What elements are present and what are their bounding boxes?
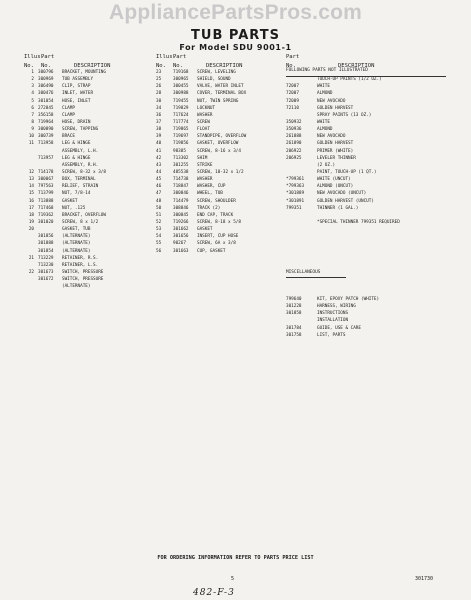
part-description: SCREW, SHOULDER — [197, 198, 236, 204]
parts-list-1 — [24, 70, 146, 291]
illus-number: 7 — [31, 112, 34, 118]
table-row — [286, 77, 458, 84]
part-number: 72007 — [286, 84, 299, 90]
table-row — [156, 149, 282, 156]
table-row — [156, 99, 282, 106]
part-number: 717774 — [173, 119, 189, 125]
part-description: PRIMER (WHITE) — [317, 148, 354, 154]
illus-number: 45 — [156, 177, 162, 183]
part-description: INLET, WATER — [62, 91, 94, 97]
part-number: 301255 — [173, 162, 189, 168]
part-number: 206922 — [286, 148, 302, 154]
part-number: 300845 — [173, 212, 189, 218]
part-number: 300969 — [38, 77, 54, 83]
part-description: GASKET, TUB — [62, 227, 91, 233]
part-description: GOLDEN HARVEST — [317, 105, 354, 111]
illus-number: 21 — [28, 255, 34, 261]
part-number: *799363 — [286, 184, 305, 190]
part-description: NUT, .125 — [62, 205, 86, 211]
table-row — [24, 99, 146, 106]
part-number: 301228 — [286, 304, 302, 310]
part-description: LOCKNUT — [197, 105, 216, 111]
table-row — [156, 241, 282, 248]
part-description: CUP, GASKET — [197, 248, 226, 254]
table-row — [24, 141, 146, 148]
illus-number: 13 — [28, 177, 34, 183]
illus-number: 22 — [28, 269, 34, 275]
part-description: HOSE, DRAIN — [62, 119, 91, 125]
part-description: STANDPIPE, OVERFLOW — [197, 134, 247, 140]
part-number: 717624 — [173, 112, 189, 118]
part-number: 300739 — [38, 134, 54, 140]
part-description: SCREW, 8-32 x 3/8 — [62, 169, 106, 175]
table-row — [286, 177, 458, 184]
part-description: SWITCH, PRESSURE — [62, 269, 104, 275]
part-description: PAINT, TOUCH-UP (1 QT.) — [317, 169, 377, 175]
illus-number: 55 — [156, 241, 162, 247]
part-number: 206925 — [286, 155, 302, 161]
part-number: 300455 — [173, 84, 189, 90]
part-number: 261888 — [286, 134, 302, 140]
part-number: 713799 — [38, 191, 54, 197]
header-description: DESCRIPTION — [206, 63, 243, 69]
column-3-header — [286, 54, 458, 68]
illus-number: 41 — [156, 148, 162, 154]
illus-number: 15 — [28, 191, 34, 197]
table-row — [24, 249, 146, 256]
part-description: RETAINER, L.S. — [62, 262, 99, 268]
table-row — [156, 113, 282, 120]
part-description: SHIELD, SOUND — [197, 77, 231, 83]
table-row — [286, 206, 458, 213]
illus-number: 3 — [31, 84, 34, 90]
table-row — [286, 311, 458, 318]
illus-number: 44 — [156, 169, 162, 175]
table-row — [24, 163, 146, 170]
table-row — [286, 141, 458, 148]
illus-number: 37 — [156, 119, 162, 125]
part-number: 301656 — [173, 234, 189, 240]
part-description: HOSE, INLET — [62, 98, 91, 104]
illus-number: 9 — [31, 127, 34, 133]
table-row — [286, 120, 458, 127]
header-part: Part — [286, 54, 300, 60]
part-description: TUB ASSEMBLY — [62, 77, 94, 83]
part-number: 797563 — [38, 184, 54, 190]
part-description: TRACK (2) — [197, 205, 221, 211]
part-description: LEG & HINGE — [62, 141, 91, 147]
table-row — [24, 241, 146, 248]
table-row — [286, 333, 458, 340]
part-number: 485538 — [173, 169, 189, 175]
part-description: NEW AVOCADO (UNCUT) — [317, 191, 367, 197]
part-description: WASHER — [197, 177, 213, 183]
part-number: 300796 — [38, 70, 54, 75]
table-row — [24, 106, 146, 113]
part-number: 719362 — [38, 212, 54, 218]
illus-number: 8 — [31, 119, 34, 125]
parts-list-3 — [286, 77, 458, 227]
table-row — [286, 318, 458, 325]
part-description: RETAINER, R.S. — [62, 255, 99, 261]
illus-number: 50 — [156, 205, 162, 211]
table-row — [286, 326, 458, 333]
part-description: SWITCH, PRESSURE — [62, 277, 104, 283]
illus-number: 10 — [28, 134, 34, 140]
table-row — [286, 213, 458, 220]
header-illus: Illus. — [156, 54, 176, 60]
part-description: WHEEL, TUB — [197, 191, 223, 197]
header-illus: Illus. — [24, 54, 44, 60]
part-number: 300476 — [38, 91, 54, 97]
part-description: GOLDEN HARVEST (UNCUT) — [317, 198, 374, 204]
part-description: END CAP, TRACK — [197, 212, 234, 218]
parts-list-2 — [156, 70, 282, 256]
illus-number: 52 — [156, 219, 162, 225]
part-number: 718847 — [173, 184, 189, 190]
illus-number: 23 — [156, 70, 162, 75]
part-description: ALMOND (UNCUT) — [317, 184, 354, 190]
handwritten-note: 482-F-3 — [193, 588, 235, 598]
part-description: GASKET — [62, 198, 78, 204]
illus-number: 43 — [156, 162, 162, 168]
part-description: SHIM — [197, 155, 208, 161]
illus-number: 40 — [156, 141, 162, 147]
table-row — [24, 284, 146, 291]
part-description: ASSEMBLY, R.H. — [62, 162, 99, 168]
page-number: 5 — [231, 576, 235, 582]
table-row — [286, 113, 458, 120]
part-description: SCREW, 8-16 x 3/4 — [197, 148, 241, 154]
table-row — [286, 297, 458, 304]
not-illustrated-header: FOLLOWING PARTS NOT ILLUSTRATED — [286, 68, 368, 73]
misc-header: MISCELLANEOUS — [286, 270, 321, 275]
part-description: INSTRUCTIONS — [317, 311, 349, 317]
table-row — [24, 91, 146, 98]
part-number: 306490 — [38, 84, 54, 90]
part-number: 714178 — [38, 169, 54, 175]
part-description: TOUCH-UP PAINTS (1/2 OZ.) — [317, 77, 382, 83]
part-number: 350932 — [286, 119, 302, 125]
part-number: 714738 — [173, 177, 189, 183]
part-number: 717468 — [38, 205, 54, 211]
table-row — [156, 199, 282, 206]
part-description: KIT, EPOXY PATCH (WHITE) — [317, 297, 380, 302]
part-description: WHITE — [317, 119, 330, 125]
illus-number: 2 — [31, 77, 34, 83]
illus-number: 1 — [31, 70, 34, 75]
illus-number: 51 — [156, 212, 162, 218]
part-description: WHITE — [317, 84, 330, 90]
part-description: BRACKET, OVERFLOW — [62, 212, 106, 218]
table-row — [24, 113, 146, 120]
part-number: 301784 — [286, 325, 302, 331]
part-number: 719168 — [173, 70, 189, 75]
table-row — [286, 106, 458, 113]
illus-number: 25 — [156, 77, 162, 83]
column-header — [156, 54, 282, 70]
illus-number: 18 — [28, 212, 34, 218]
part-description: RELIEF, STRAIN — [62, 184, 99, 190]
part-number: 308846 — [173, 205, 189, 211]
table-row — [24, 156, 146, 163]
part-number: 719266 — [173, 219, 189, 225]
page-title: TUB PARTS — [191, 28, 280, 43]
table-row — [24, 256, 146, 263]
illus-number: 39 — [156, 134, 162, 140]
illus-number: 36 — [156, 112, 162, 118]
table-row — [286, 199, 458, 206]
illus-number: 38 — [156, 127, 162, 133]
illus-number: 53 — [156, 227, 162, 233]
part-number: 799640 — [286, 297, 302, 302]
ordering-note: FOR ORDERING INFORMATION REFER TO PARTS PRICE LIST — [157, 555, 314, 561]
illus-number: 56 — [156, 248, 162, 254]
part-description: VALVE, WATER INLET — [197, 84, 244, 90]
illus-number: 17 — [28, 205, 34, 211]
part-description: NEW AVOCADO — [317, 98, 346, 104]
part-number: 301663 — [173, 248, 189, 254]
illus-number: 20 — [28, 227, 34, 233]
table-row — [286, 191, 458, 198]
table-row — [156, 163, 282, 170]
table-row — [286, 127, 458, 134]
part-number: 301020 — [38, 219, 54, 225]
header-description: DESCRIPTION — [74, 63, 111, 69]
part-number: 261890 — [286, 141, 302, 147]
part-number: 72009 — [286, 98, 299, 104]
part-description: SCREW — [197, 119, 210, 125]
table-row — [286, 149, 458, 156]
part-description: NUT, TWIN SPRING — [197, 98, 239, 104]
part-number: 300965 — [173, 77, 189, 83]
part-number: 350936 — [286, 127, 302, 133]
illus-number: 47 — [156, 191, 162, 197]
table-row — [156, 249, 282, 256]
illus-number: 48 — [156, 198, 162, 204]
part-description: FLOAT — [197, 127, 210, 133]
misc-list — [286, 297, 458, 340]
part-number: 719455 — [173, 98, 189, 104]
illus-number: 16 — [28, 198, 34, 204]
part-description: GUIDE, USE & CARE — [317, 325, 361, 331]
illus-number: 30 — [156, 98, 162, 104]
part-number: 301856 — [38, 234, 54, 240]
part-description: LEG & HINGE — [62, 155, 91, 161]
part-number: 719697 — [173, 134, 189, 140]
part-description: SCREW, 8-18 x 5/8 — [197, 219, 241, 225]
part-description: SCREW, LEVELING — [197, 70, 236, 75]
table-row — [156, 141, 282, 148]
part-description: LIST, PARTS — [317, 332, 346, 338]
table-row — [286, 91, 458, 98]
table-row — [156, 191, 282, 198]
part-number: 301858 — [286, 311, 302, 317]
parts-column-1 — [24, 54, 146, 291]
divider — [286, 277, 346, 278]
header-partno: No. — [173, 63, 183, 69]
part-number: *301889 — [286, 191, 305, 197]
part-description: WASHER, CUP — [197, 184, 226, 190]
part-number: *799361 — [286, 177, 305, 183]
table-row — [24, 191, 146, 198]
part-number: 713229 — [38, 255, 54, 261]
part-number: 301758 — [286, 332, 302, 338]
part-description: BRACE — [62, 134, 75, 140]
part-number: 301673 — [38, 269, 54, 275]
illus-number: 19 — [28, 219, 34, 225]
part-number: 713957 — [38, 155, 54, 161]
table-row — [286, 163, 458, 170]
table-row — [286, 84, 458, 91]
part-description: INSTALLATION — [317, 318, 349, 324]
part-number: 713888 — [38, 198, 54, 204]
table-row — [286, 184, 458, 191]
part-number: 301662 — [173, 227, 189, 233]
part-number: 300988 — [173, 91, 189, 97]
illus-number: 28 — [156, 91, 162, 97]
divider — [286, 76, 446, 77]
illus-number: 4 — [31, 91, 34, 97]
page-subtitle: For Model SDU 9001-1 — [179, 43, 292, 52]
part-description: CLIP, STRAP — [62, 84, 91, 90]
table-row — [24, 270, 146, 277]
part-description: (ALTERNATE) — [62, 241, 91, 247]
part-description: ALMOND — [317, 127, 333, 133]
table-row — [156, 156, 282, 163]
illus-number: 11 — [28, 141, 34, 147]
header-partno: No. — [41, 63, 51, 69]
part-description: INSERT, CUP HOSE — [197, 234, 239, 240]
part-number: 713230 — [38, 262, 54, 268]
document-code: 301730 — [415, 576, 434, 582]
part-description: (ALTERNATE) — [62, 248, 91, 254]
part-description: GOLDEN HARVEST — [317, 141, 354, 147]
illus-number: 34 — [156, 105, 162, 111]
part-description: (ALTERNATE) — [62, 234, 91, 240]
part-description: *SPECIAL THINNER 799351 REQUIRED — [317, 219, 400, 225]
header-partno: No. — [286, 63, 296, 69]
part-description: THINNER (1 GAL.) — [317, 205, 359, 211]
part-description: WHITE (UNCUT) — [317, 177, 351, 183]
part-description: (2 OZ.) — [317, 162, 336, 168]
table-row — [286, 304, 458, 311]
illus-number: 46 — [156, 184, 162, 190]
part-number: 799351 — [286, 205, 302, 211]
header-part: Part — [173, 54, 187, 60]
illus-number: 42 — [156, 155, 162, 161]
part-description: HARNESS, WIRING — [317, 304, 356, 310]
part-number: 98385 — [173, 148, 186, 154]
part-description: CLAMP — [62, 112, 75, 118]
part-description: GASKET, OVERFLOW — [197, 141, 239, 147]
header-description: DESCRIPTION — [338, 63, 375, 69]
part-number: 300067 — [38, 177, 54, 183]
part-number: 300846 — [173, 191, 189, 197]
header-part: Part — [41, 54, 55, 60]
part-number: 356158 — [38, 112, 54, 118]
part-number: 301888 — [38, 241, 54, 247]
illus-number: 6 — [31, 105, 34, 111]
parts-column-2 — [156, 54, 282, 256]
table-row — [156, 206, 282, 213]
part-description: COVER, TERMINAL BOX — [197, 91, 247, 97]
part-number: 713302 — [173, 155, 189, 161]
part-number: 72110 — [286, 105, 299, 111]
part-number: 713958 — [38, 141, 54, 147]
part-number: 301672 — [38, 277, 54, 283]
table-row — [24, 149, 146, 156]
part-description: STRIKE — [197, 162, 213, 168]
table-row — [24, 206, 146, 213]
table-row — [286, 220, 458, 227]
table-row — [286, 134, 458, 141]
part-number: 719865 — [173, 127, 189, 133]
parts-column-3 — [286, 68, 458, 227]
part-number: 719964 — [38, 119, 54, 125]
part-number: 719829 — [173, 105, 189, 111]
illus-number: 5 — [31, 98, 34, 104]
header-no: No. — [156, 63, 166, 69]
part-description: GASKET — [197, 227, 213, 233]
part-description: BOX, TERMINAL — [62, 177, 96, 183]
part-description: CLAMP — [62, 105, 75, 111]
part-number: 300890 — [38, 127, 54, 133]
illus-number: 26 — [156, 84, 162, 90]
table-row — [24, 199, 146, 206]
part-description: BRACKET, MOUNTING — [62, 70, 106, 75]
part-number: 719856 — [173, 141, 189, 147]
table-row — [156, 106, 282, 113]
part-description: ALMOND — [317, 91, 333, 97]
part-description: LEVELER THINNER — [317, 155, 356, 161]
part-description: SPRAY PAINTS (13 OZ.) — [317, 112, 372, 118]
part-description: ASSEMBLY, L.H. — [62, 148, 99, 154]
illus-number: 12 — [28, 169, 34, 175]
part-description: SCREW, TAPPING — [62, 127, 99, 133]
part-number: 272845 — [38, 105, 54, 111]
illus-number: 54 — [156, 234, 162, 240]
table-row — [286, 99, 458, 106]
part-number: 72007 — [286, 91, 299, 97]
part-number: 301854 — [38, 248, 54, 254]
table-row — [156, 213, 282, 220]
part-description: NEW AVOCADO — [317, 134, 346, 140]
part-description: WASHER — [197, 112, 213, 118]
table-row — [286, 170, 458, 177]
part-number: 301054 — [38, 98, 54, 104]
table-row — [156, 91, 282, 98]
part-description: SCREW, 6A x 3/8 — [197, 241, 236, 247]
part-description: NUT, 7/8-14 — [62, 191, 91, 197]
part-number: 90267 — [173, 241, 186, 247]
header-no: No. — [24, 63, 34, 69]
table-row — [24, 213, 146, 220]
part-description: (ALTERNATE) — [62, 284, 91, 290]
part-description: SCREW, 8 x 1/2 — [62, 219, 99, 225]
table-row — [286, 156, 458, 163]
watermark: AppliancePartsPros.com — [109, 1, 362, 24]
part-description: SCREW, 10-32 x 1/2 — [197, 169, 244, 175]
illus-number: 14 — [28, 184, 34, 190]
table-row — [24, 263, 146, 270]
column-header — [24, 54, 146, 70]
part-number: *301891 — [286, 198, 305, 204]
part-number: 714479 — [173, 198, 189, 204]
